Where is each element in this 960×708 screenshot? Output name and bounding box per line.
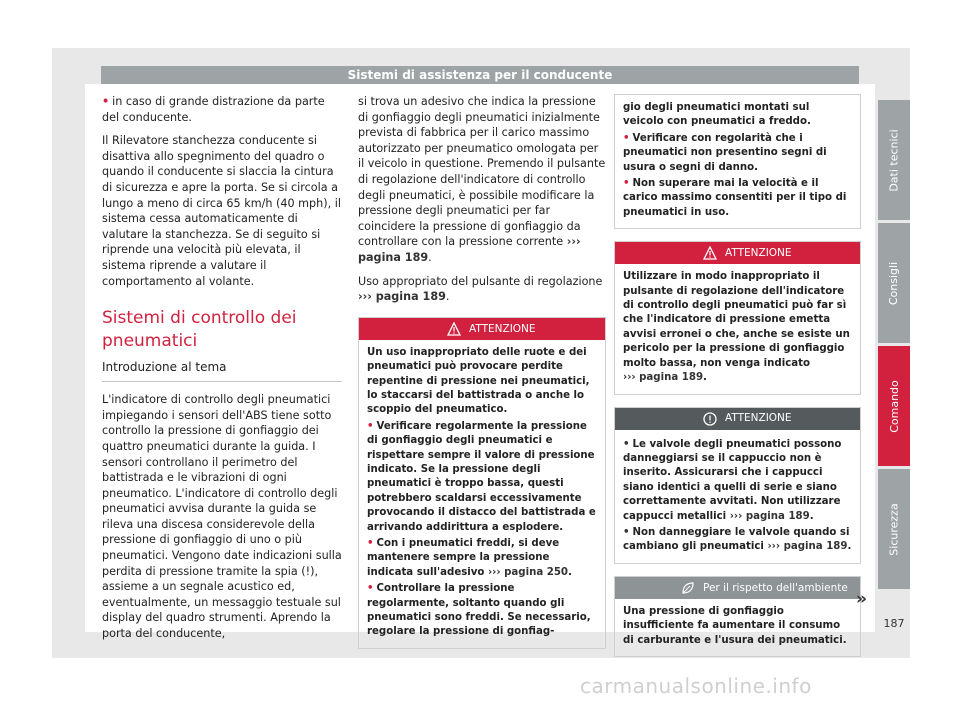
paragraph: si trova un adesivo che indica la pressione di gonfiaggio degli pneumatici inizialmente prevista di fabbrica per il carico massimo autorizzato per pneumatico omologata per il veicolo in questione. Premendo il pulsante di regolazione dell'indicatore di controllo degli pneumatici, è possibile modificare la pressione degli pneumatici per far coincidere la pressione di gonfiaggio da controllare con la pressione corrente ››› pagina 189. — [358, 95, 606, 264]
side-tabs — [878, 100, 910, 592]
caution-header — [615, 408, 860, 430]
bullet-text: in caso di grande distrazione da parte del conducente. — [102, 95, 325, 124]
paragraph: Uso appropriato del pulsante di regolazione ››› pagina 189. — [358, 274, 603, 304]
page-link[interactable]: ››› pagina 250 — [487, 566, 569, 578]
page-link[interactable]: ››› pagina 189 — [767, 541, 848, 553]
page-link[interactable]: ››› pagina 189 — [358, 290, 446, 304]
paragraph: Il Rilevatore stanchezza conducente si disattiva allo spegnimento del quadro o quando il conducente si slaccia la cintura di sicurezza e apre la porta. Se si circola a lungo a meno di circa 65 km/h (40 mph), il sistema cessa automaticamente di valutare la stanchezza. Se di seguito si riprende una velocità più elevata, il sistema riprende a valutare il comportamento al volante. — [102, 134, 341, 288]
warning-body: gio degli pneumatici montati sul veicolo con pneumatici a freddo. • Verificare con regolarità che i pneumatici non presentino segni di usura o segni di danno. • Non superare mai la velocità e il carico massimo consentiti per il tipo di pneumatici in uso. — [615, 95, 860, 228]
warning-body: Utilizzare in modo inappropriato il pulsante di regolazione dell'indicatore di controllo degli pneumatici può far sì che l'indicatore di pressione emetta avvisi erronei o che, anche se esiste un pericolo per la pressione di gonfiaggio molto bassa, non venga indicato ››› pagina 189. — [623, 271, 850, 384]
leaf-icon — [681, 581, 695, 595]
caution-item: • Le valvole degli pneumatici possono danneggiarsi se il cappuccio non è inserito. Assicurarsi che i cappucci siano identici a quelli di serie e siano correttamente avvitati. Non utilizzare cappucci metallici ››› pagina 189. — [623, 438, 842, 522]
warning-item: • Verificare con regolarità che i pneumatici non presentino segni di usura o segni di danno. — [623, 132, 827, 173]
tab-dati-tecnici[interactable]: Dati tecnici — [878, 100, 910, 220]
warning-header — [615, 242, 860, 264]
warning-triangle-icon — [703, 246, 717, 260]
warning-continuation-box — [614, 94, 861, 229]
page-header: Sistemi di assistenza per il conducente — [101, 66, 859, 84]
caution-item: • Non danneggiare le valvole quando si cambiano gli pneumatici ››› pagina 189. — [623, 526, 852, 553]
column-3 — [614, 94, 861, 669]
warning-box — [358, 317, 606, 649]
warning-triangle-icon — [447, 322, 461, 336]
caution-body — [615, 430, 860, 563]
warning-title: ATTENZIONE — [469, 322, 536, 335]
bullet-dot: • — [102, 95, 110, 108]
section-heading: Sistemi di controllo dei pneumatici — [102, 308, 297, 352]
page-link[interactable]: ››› pagina 189 — [358, 235, 581, 264]
tab-sicurezza[interactable]: Sicurezza — [878, 469, 910, 589]
page-link[interactable]: ››› pagina 189 — [729, 510, 810, 522]
page-link[interactable]: ››› pagina 189 — [623, 372, 704, 384]
page-content — [85, 84, 875, 646]
page-number: 187 — [883, 617, 905, 630]
warning-box — [614, 241, 861, 394]
caution-title: ATTENZIONE — [725, 412, 792, 425]
info-circle-icon — [703, 412, 717, 426]
environment-body: Una pressione di gonfiaggio insufficiente fa aumentare il consumo di carburante e l'usura dei pneumatici. — [623, 605, 847, 646]
column-2 — [358, 94, 606, 661]
watermark: carmanualsonline.info — [580, 674, 812, 698]
warning-header — [359, 318, 605, 340]
warning-item: • Con i pneumatici freddi, si deve mantenere sempre la pressione indicata sull'adesivo ››› pagina 250. — [367, 538, 572, 578]
bullet-item — [102, 94, 342, 125]
warning-body — [359, 340, 605, 648]
environment-box — [614, 576, 861, 657]
continue-marker: » — [856, 589, 867, 609]
tab-consigli[interactable]: Consigli — [878, 223, 910, 343]
caution-box — [614, 407, 861, 564]
environment-title: Per il rispetto dell'ambiente — [703, 581, 848, 594]
paragraph: L'indicatore di controllo degli pneumatici impiegando i sensori dell'ABS tiene sotto controllo la pressione di gonfiaggio dei quattro pneumatici durante la guida. I sensori controllano il perimetro del battistrada e le vibrazioni di ogni pneumatico. L'indicatore di controllo degli pneumatici avvisa durante la guida se rileva una discesa considerevole della pressione di gonfiaggio di uno o più pneumatici. Vengono date indicazioni sulla perdita di pressione tramite la spia (!), assieme a un segnale acustico ed, eventualmente, un messaggio testuale sul display del quadro strumenti. Aprendo la porta del conducente, — [102, 393, 342, 641]
column-1 — [102, 94, 342, 650]
warning-text: Un uso inappropriato delle ruote e dei pneumatici può provocare perdite repentine di pressione nei pneumatici, lo staccarsi del battistrada o anche lo scoppio del pneumatico. — [367, 346, 590, 416]
warning-item: • Non superare mai la velocità e il carico massimo consentiti per il tipo di pneumatici in uso. — [623, 178, 847, 218]
section-subheading: Introduzione al tema — [102, 359, 342, 382]
warning-title: ATTENZIONE — [725, 247, 792, 260]
environment-header — [615, 577, 860, 599]
warning-item: • Verificare regolarmente la pressione di gonfiaggio degli pneumatici e rispettare sempre il valore di pressione indicato. Se la pressione degli pneumatici è troppo bassa, questi potrebbero scaldarsi eccessivamente provocando il distacco del battistrada e arrivando addirittura a esplodere. — [367, 420, 596, 533]
warning-item: • Controllare la pressione regolarmente, soltanto quando gli pneumatici sono freddi. Se necessario, regolare la pressione di gonfiag- — [367, 583, 591, 638]
tab-comando[interactable]: Comando — [878, 346, 910, 466]
